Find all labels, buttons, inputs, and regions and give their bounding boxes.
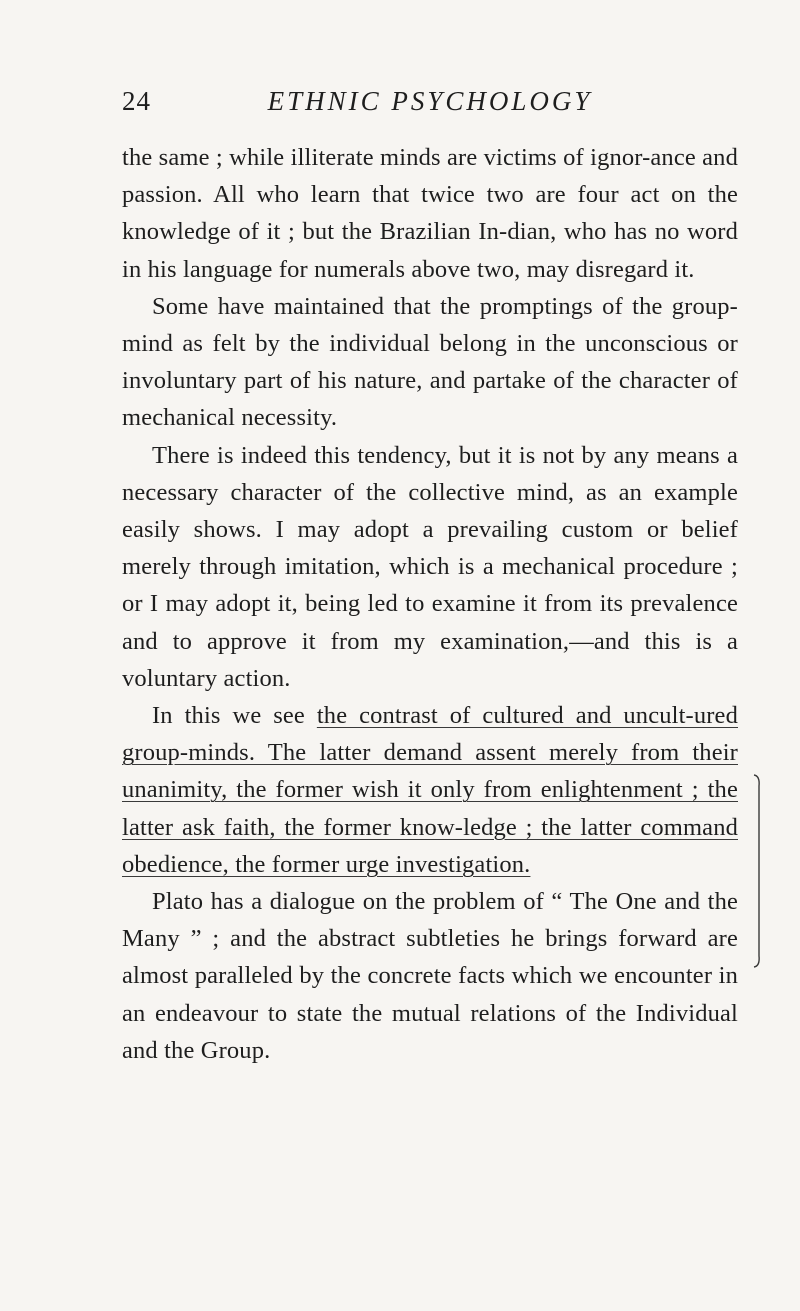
paragraph-group-mind: Some have maintained that the promptings of the group-mind as felt by the individual belong in the unconscious or involuntary part of his nature, and partake of the character of mechanical necessity. [122,292,738,432]
underlined-passage: the contrast of cultured and uncult-ured group-minds. The latter demand assent merely from their unanimity, the former wish it only from enlightenment ; the latter ask faith, the former know-ledge ; the latter command obedience, the former urge investigation. [122,702,738,878]
running-title: ETHNIC PSYCHOLOGY [267,86,593,116]
paragraph-contrast [122,697,738,883]
paragraph-contrast-lead: In this we see [152,702,317,730]
paragraph-plato: Plato has a dialogue on the problem of “ The One and the Many ” ; and the abstract subtleties he brings forward are almost paralleled by the concrete facts which we encounter in an endeavour to state the mutual relations of the Individual and the Group. [122,888,738,1064]
page-header [122,86,738,126]
paragraph-continuation: the same ; while illiterate minds are victims of ignor-ance and passion. All who learn that twice two are four act on the knowledge of it ; but the Brazilian In-dian, who has no word in his language for numerals above two, may disregard it. [122,144,738,283]
page-number: 24 [122,86,151,116]
paragraph-tendency: There is indeed this tendency, but it is not by any means a necessary character of the collective mind, as an example easily shows. I may adopt a prevailing custom or belief merely through imitation, which is a mechanical procedure ; or I may adopt it, being led to examine it from its prevalence and to approve it from my examination,—and this is a voluntary action. [122,441,738,692]
margin-bracket-mark [752,774,762,968]
body-text [122,139,738,1069]
